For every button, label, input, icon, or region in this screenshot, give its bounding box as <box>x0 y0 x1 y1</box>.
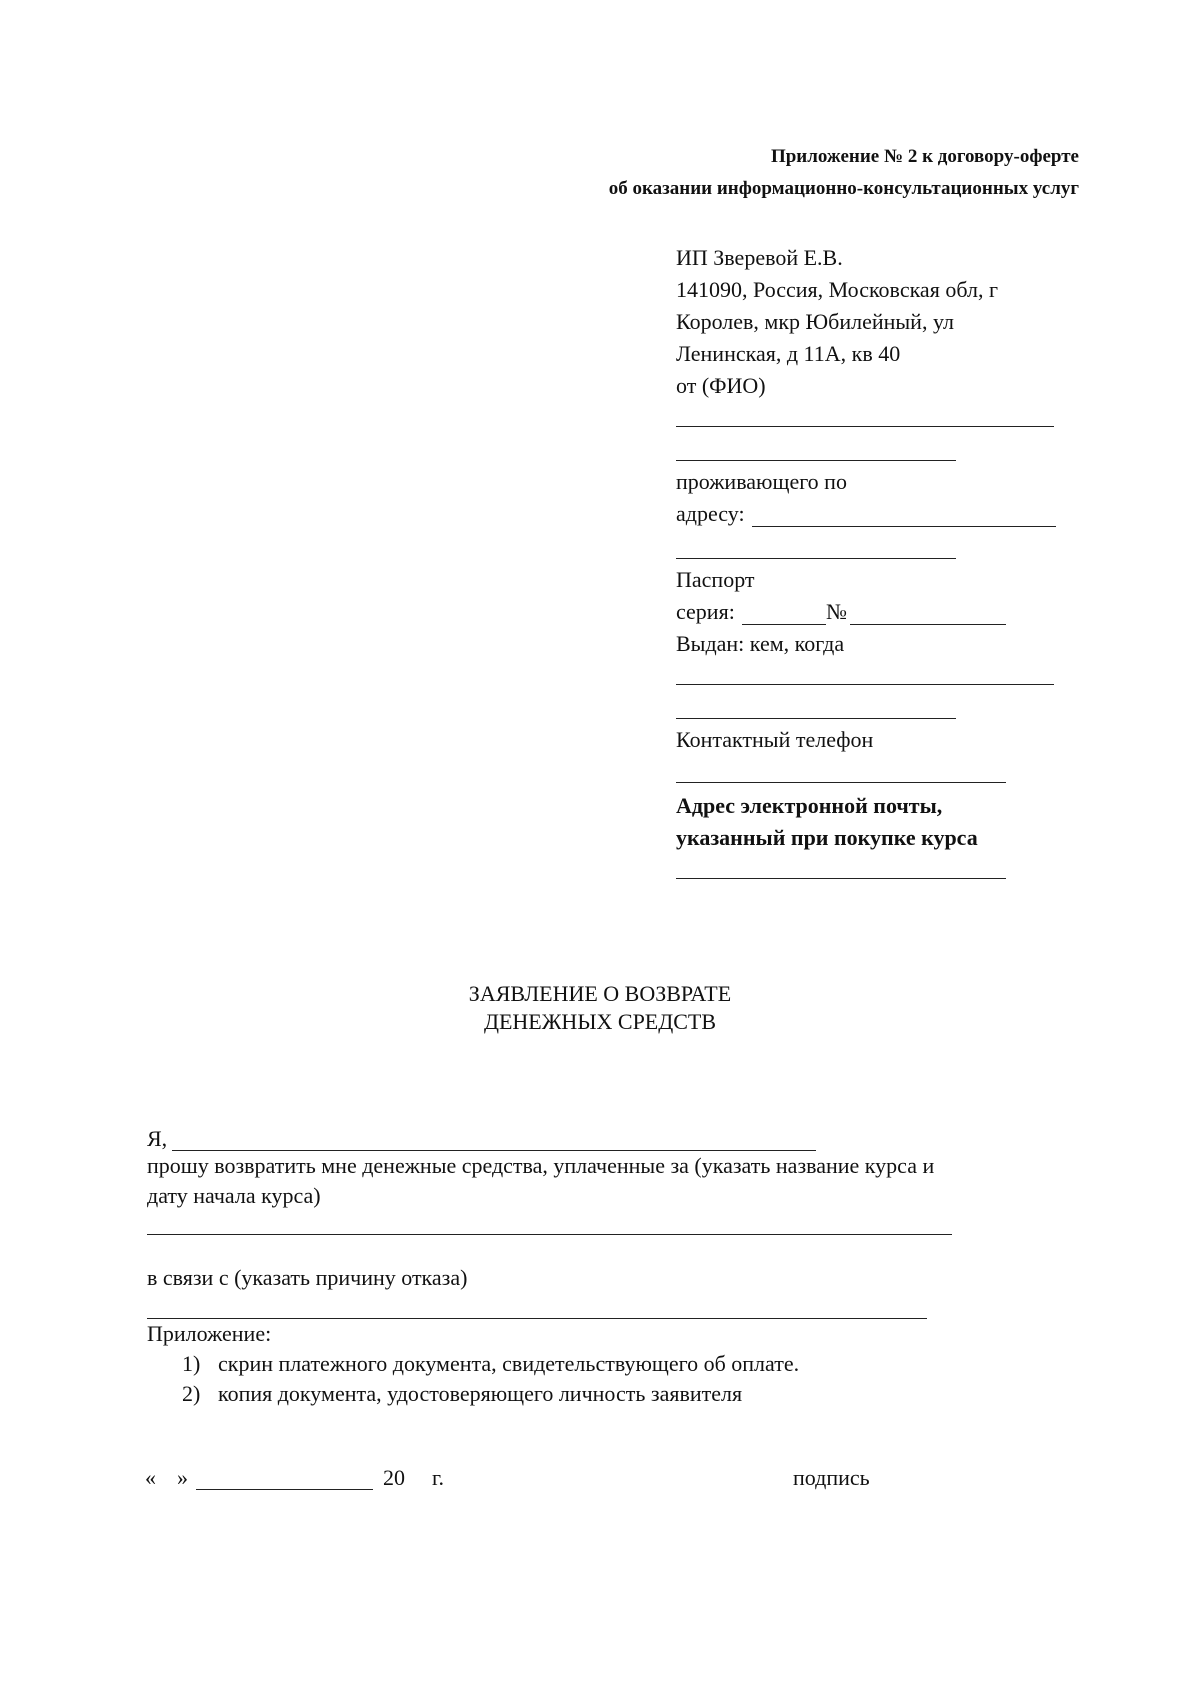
annex-title: Приложение № 2 к договору-оферте <box>770 146 1079 167</box>
addressee-address-1: 141090, Россия, Московская обл, г <box>676 277 998 302</box>
series-label: серия: <box>676 599 735 624</box>
attachment-number: 1) <box>182 1351 201 1376</box>
addressee-address-3: Ленинская, д 11А, кв 40 <box>676 341 901 366</box>
applicant-name-line[interactable] <box>172 1150 816 1151</box>
email-label-2: указанный при покупке курса <box>676 825 978 850</box>
course-line[interactable] <box>147 1234 952 1235</box>
request-line-2: дату начала курса) <box>147 1183 321 1208</box>
email-line[interactable] <box>676 878 1006 879</box>
address-line-1[interactable] <box>752 526 1056 527</box>
series-line[interactable] <box>742 624 826 625</box>
issued-line-1[interactable] <box>676 684 1054 685</box>
attachment-label: Приложение: <box>147 1321 272 1346</box>
date-month-line[interactable] <box>196 1489 373 1490</box>
address-line-2[interactable] <box>676 558 956 559</box>
attachment-item: скрин платежного документа, свидетельствующего об оплате. <box>218 1351 800 1376</box>
email-label-1: Адрес электронной почты, <box>676 793 943 818</box>
annex-subtitle: об оказании информационно-консультационных услуг <box>608 178 1079 199</box>
year-prefix: 20 <box>383 1465 405 1490</box>
signature-label: подпись <box>793 1465 870 1490</box>
from-label: от (ФИО) <box>676 373 766 398</box>
residing-label: проживающего по <box>676 469 847 494</box>
issued-line-2[interactable] <box>676 718 956 719</box>
passport-label: Паспорт <box>676 567 755 592</box>
date-quote-open: « <box>145 1465 156 1490</box>
addressee-name: ИП Зверевой Е.В. <box>676 245 843 270</box>
fio-line-2[interactable] <box>676 460 956 461</box>
date-quote-close: » <box>177 1465 188 1490</box>
address-label: адресу: <box>676 501 745 526</box>
request-line-1: прошу возвратить мне денежные средства, уплаченные за (указать название курса и <box>147 1153 935 1178</box>
phone-label: Контактный телефон <box>676 727 874 752</box>
addressee-address-2: Королев, мкр Юбилейный, ул <box>676 309 954 334</box>
attachment-item: копия документа, удостоверяющего личность заявителя <box>218 1381 743 1406</box>
number-line[interactable] <box>850 624 1006 625</box>
issued-label: Выдан: кем, когда <box>676 631 845 656</box>
fio-line-1[interactable] <box>676 426 1054 427</box>
year-suffix: г. <box>432 1465 445 1490</box>
document-title-1: ЗАЯВЛЕНИЕ О ВОЗВРАТЕ <box>468 981 732 1006</box>
reason-label: в связи с (указать причину отказа) <box>147 1265 468 1290</box>
phone-line[interactable] <box>676 782 1006 783</box>
reason-line[interactable] <box>147 1318 927 1319</box>
i-label: Я, <box>147 1126 168 1151</box>
document-title-2: ДЕНЕЖНЫХ СРЕДСТВ <box>483 1009 717 1034</box>
number-label: № <box>826 599 847 624</box>
attachment-number: 2) <box>182 1381 201 1406</box>
